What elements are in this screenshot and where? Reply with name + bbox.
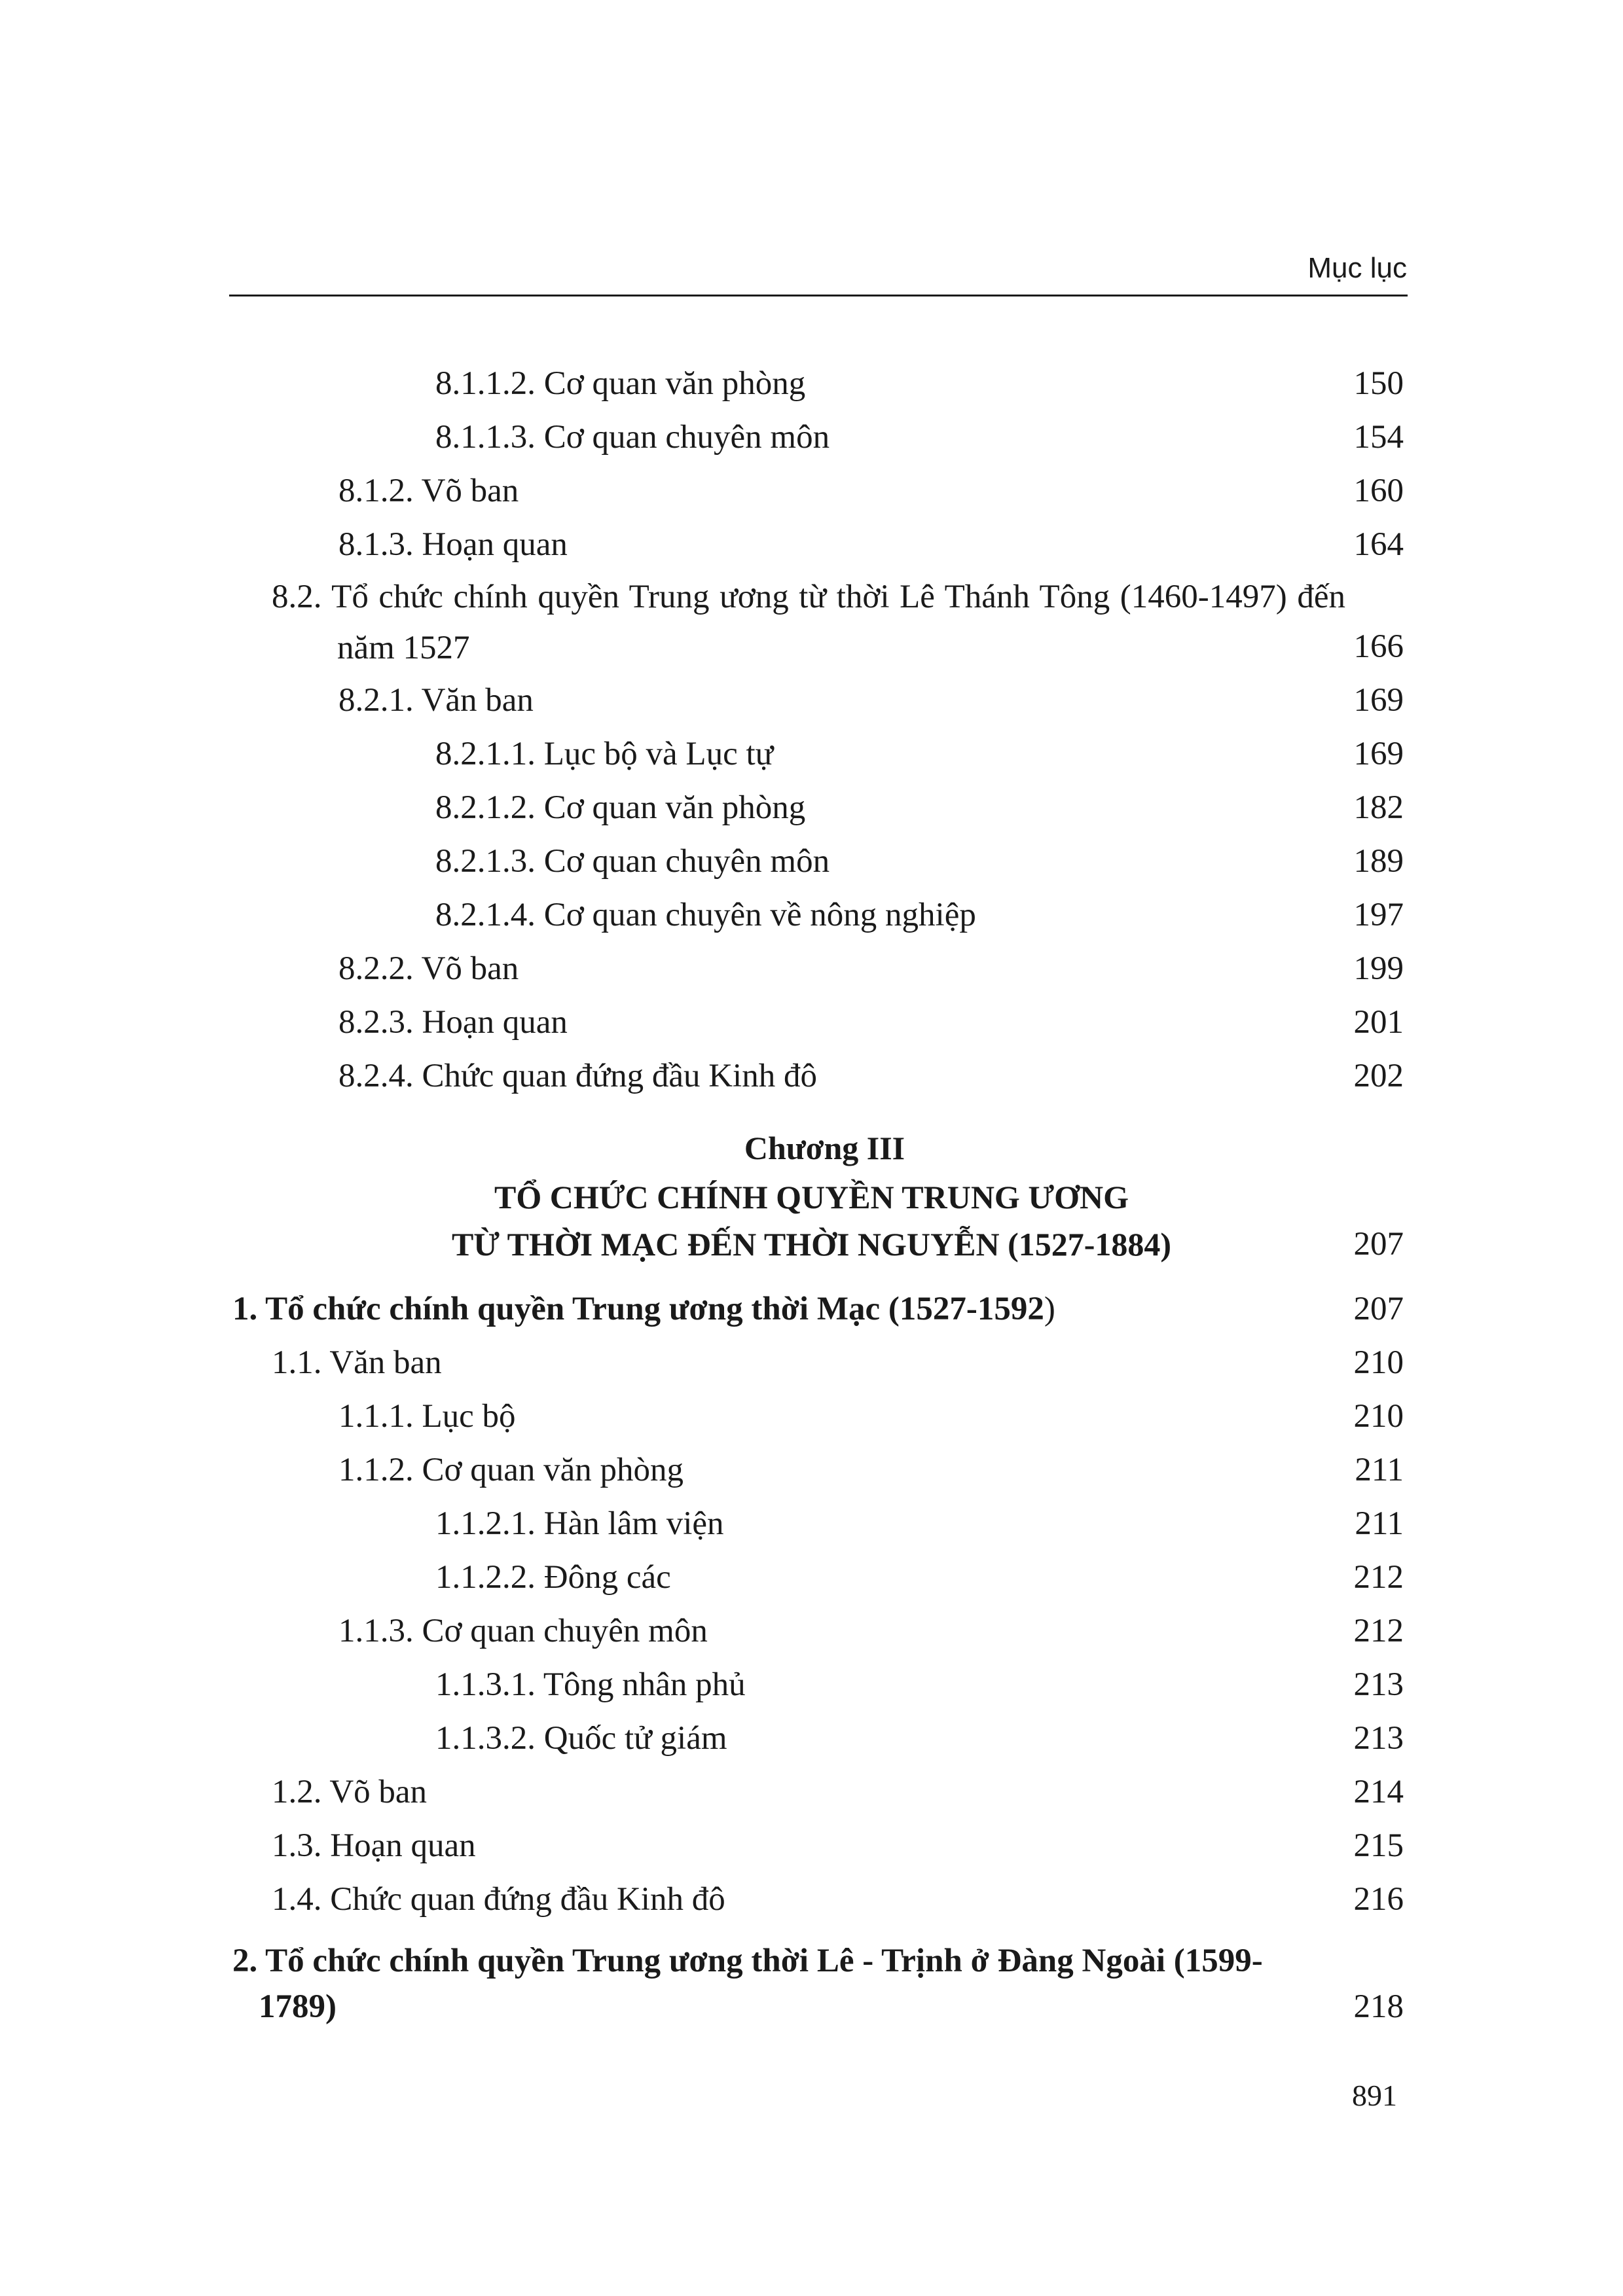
toc-entry[interactable] [0, 1658, 1623, 1712]
toc-entry[interactable] [0, 1282, 1623, 1336]
toc-entry[interactable] [0, 1390, 1623, 1443]
toc-entry[interactable] [0, 1819, 1623, 1873]
header-rule [229, 295, 1408, 296]
toc-entry-page: 212 [1353, 1559, 1404, 1596]
toc-entry-page: 214 [1353, 1774, 1404, 1810]
toc-entry-title: 2. Tổ chức chính quyền Trung ương thời Lê - Trịnh ở Đàng Ngoài (1599-1789) [232, 1943, 1263, 2025]
toc-entry-title: 1.2. Võ ban [272, 1774, 428, 1810]
toc-entry-title: 8.2.1.4. Cơ quan chuyên về nông nghiệp [435, 897, 976, 933]
toc-entry-page: 218 [1353, 1988, 1404, 2025]
toc-entry[interactable] [0, 942, 1623, 996]
toc-entry[interactable] [0, 1497, 1623, 1551]
toc-entry[interactable] [0, 1443, 1623, 1497]
toc-entry-page: 213 [1353, 1666, 1404, 1703]
toc-entry[interactable] [0, 357, 1623, 410]
toc-entry-page: 211 [1355, 1505, 1404, 1542]
toc-entry[interactable] [0, 996, 1623, 1049]
toc-entry-title: 8.2. Tổ chức chính quyền Trung ương từ thời Lê Thánh Tông (1460-1497) đến năm 1527 [272, 579, 1345, 666]
toc-entry[interactable] [0, 1336, 1623, 1390]
toc-entry-title: 8.1.1.2. Cơ quan văn phòng [435, 365, 806, 402]
toc-entry-title: 8.1.3. Hoạn quan [338, 526, 568, 563]
toc-entry-title: 1.4. Chức quan đứng đầu Kinh đô [272, 1881, 725, 1918]
toc-entry-page: 215 [1353, 1827, 1404, 1864]
toc-entry-page: 160 [1353, 473, 1404, 509]
toc-entry[interactable] [0, 464, 1623, 518]
toc-entry[interactable] [0, 673, 1623, 727]
toc-entry-page: 213 [1353, 1720, 1404, 1757]
chapter-title-line-1: TỔ CHỨC CHÍNH QUYỀN TRUNG ƯƠNG [494, 1179, 1129, 1215]
toc-entry-page: 189 [1353, 843, 1404, 880]
toc-entry-page: 207 [1353, 1291, 1404, 1327]
toc-entry-title: 8.1.2. Võ ban [338, 473, 519, 509]
toc-entry-page: 212 [1353, 1613, 1404, 1649]
toc-entry-page: 164 [1353, 526, 1404, 563]
toc-entry[interactable] [0, 1938, 1623, 2030]
toc-entry-page: 216 [1353, 1881, 1404, 1918]
toc-entry[interactable] [0, 1049, 1623, 1103]
running-head: Mục lục [1307, 252, 1407, 284]
toc-entry-title [232, 1282, 1055, 1336]
toc-entry[interactable] [0, 1873, 1623, 1926]
toc-entry[interactable] [0, 888, 1623, 942]
toc-entry-page: 201 [1353, 1004, 1404, 1041]
toc-entry-page: 169 [1353, 682, 1404, 719]
toc-entry-title: 8.2.4. Chức quan đứng đầu Kinh đô [338, 1058, 817, 1094]
chapter-label: Chương III [744, 1130, 905, 1166]
toc-entry-title: 1.1.3.1. Tông nhân phủ [435, 1666, 746, 1703]
page-number: 891 [1352, 2079, 1397, 2112]
toc-entry-title: 8.1.1.3. Cơ quan chuyên môn [435, 419, 830, 456]
toc-entry-title: 1.1.1. Lục bộ [338, 1398, 516, 1435]
toc-entry[interactable] [0, 1551, 1623, 1604]
toc-entry-page: 182 [1353, 789, 1404, 826]
toc-entry[interactable] [0, 518, 1623, 571]
toc-entry-page: 211 [1355, 1452, 1404, 1488]
toc-entry-title: 8.2.1.3. Cơ quan chuyên môn [435, 843, 830, 880]
toc-entry-page: 202 [1353, 1058, 1404, 1094]
toc-entry[interactable] [0, 1604, 1623, 1658]
toc-entry-page: 166 [1353, 628, 1404, 665]
toc-entry-title: 8.2.1.1. Lục bộ và Lục tự [435, 736, 774, 772]
toc-entry-title: 1.1.2. Cơ quan văn phòng [338, 1452, 684, 1488]
toc-entry[interactable] [0, 571, 1623, 673]
chapter-title-line-2: TỪ THỜI MẠC ĐẾN THỜI NGUYỄN (1527-1884) [451, 1226, 1172, 1263]
toc-entry-page: 210 [1353, 1344, 1404, 1381]
toc-entry-page: 210 [1353, 1398, 1404, 1435]
toc-entry-page: 199 [1353, 950, 1404, 987]
toc-entry-title-bold: 1. Tổ chức chính quyền Trung ương thời Mạc (1527-1592 [232, 1291, 1044, 1327]
toc-entry-page: 169 [1353, 736, 1404, 772]
toc-entry[interactable] [0, 834, 1623, 888]
toc-entry-title: 1.1. Văn ban [272, 1344, 442, 1381]
toc-entry-title: 8.2.3. Hoạn quan [338, 1004, 568, 1041]
toc-entry[interactable] [0, 727, 1623, 781]
toc-entry[interactable] [0, 1712, 1623, 1765]
toc-entry-title-tail: ) [1044, 1291, 1055, 1327]
toc-entry[interactable] [0, 410, 1623, 464]
toc-entry-page: 154 [1353, 419, 1404, 456]
toc-entry-title: 8.2.1.2. Cơ quan văn phòng [435, 789, 806, 826]
chapter-heading[interactable] [0, 1122, 1623, 1268]
toc-entry-title: 1.1.3.2. Quốc tử giám [435, 1720, 727, 1757]
toc-entry-title: 1.1.3. Cơ quan chuyên môn [338, 1613, 708, 1649]
toc-entry-title: 1.1.2.1. Hàn lâm viện [435, 1505, 724, 1542]
chapter-page: 207 [1353, 1226, 1404, 1263]
toc-entry-title: 8.2.2. Võ ban [338, 950, 519, 987]
table-of-contents [0, 357, 1623, 2030]
toc-entry-title: 8.2.1. Văn ban [338, 682, 534, 719]
toc-entry[interactable] [0, 1765, 1623, 1819]
toc-entry-title: 1.3. Hoạn quan [272, 1827, 476, 1864]
toc-entry-page: 197 [1353, 897, 1404, 933]
toc-entry-title: 1.1.2.2. Đông các [435, 1559, 671, 1596]
toc-entry-page: 150 [1353, 365, 1404, 402]
toc-entry[interactable] [0, 781, 1623, 834]
